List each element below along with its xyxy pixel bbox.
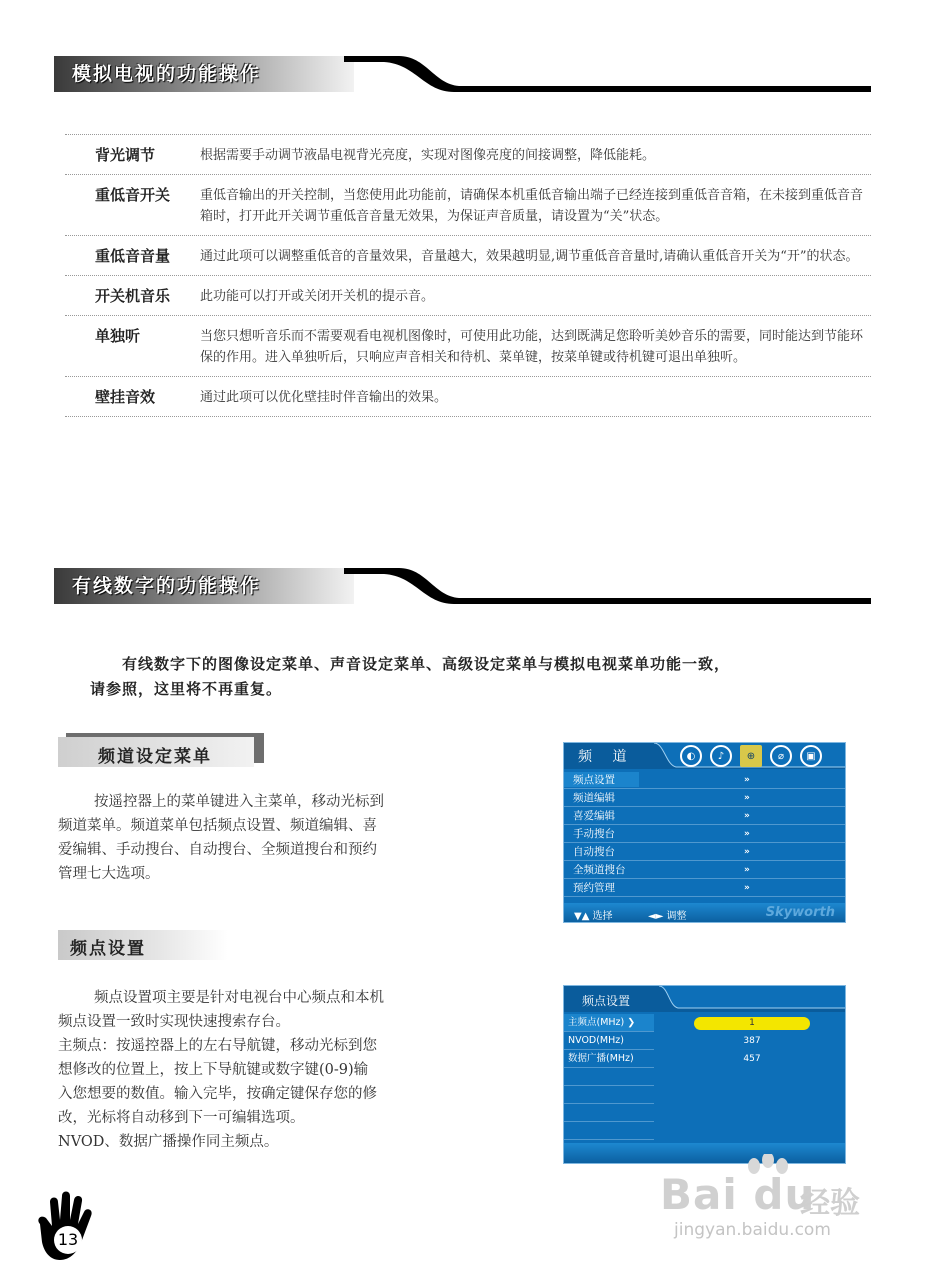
arrow-icon: »: [744, 882, 750, 893]
tv-freq-label: 主频点(MHz) ❯: [564, 1014, 654, 1032]
intro-line: 有线数字下的图像设定菜单、声音设定菜单、高级设定菜单与模拟电视菜单功能一致，: [122, 655, 731, 673]
arrow-icon: »: [744, 810, 750, 821]
brand-logo: Skyworth: [765, 905, 835, 920]
tv-freq-value: 457: [743, 1054, 761, 1064]
tv-freq-label: NVOD(MHz): [564, 1032, 654, 1050]
tv-menu-item: [564, 825, 846, 843]
tv-menu-item: [564, 879, 846, 897]
feature-table: [65, 134, 871, 417]
para-line: 主频点：按遥控器上的左右导航键，移动光标到您: [58, 1038, 377, 1054]
para-line: 频点设置项主要是针对电视台中心频点和本机: [94, 990, 384, 1006]
tv-menu-item-label: 预约管理: [573, 882, 615, 894]
feature-name: 背光调节: [95, 146, 156, 164]
para-line: 按遥控器上的菜单键进入主菜单，移动光标到: [94, 794, 384, 810]
tv-menu-footer: [564, 903, 846, 923]
tv-menu-item: [564, 771, 846, 789]
sound-icon: ♪: [710, 745, 732, 767]
tv-empty-row: [564, 1104, 654, 1122]
feature-row: [65, 235, 871, 275]
channel-menu-paragraph: [58, 790, 458, 886]
para-line: 频点设置一致时实现快速搜索存台。: [58, 1014, 290, 1030]
watermark-logo: Bai du: [660, 1170, 816, 1219]
intro-line: 请参照，这里将不再重复。: [90, 680, 283, 698]
para-line: 爱编辑、手动搜台、自动搜台、全频道搜台和预约: [58, 842, 377, 858]
tv-empty-row: [564, 1122, 654, 1140]
subhead-title: 频点设置: [70, 939, 146, 959]
picture-icon: ◐: [680, 745, 702, 767]
tv-channel-menu-screenshot: [563, 742, 846, 923]
tv-menu-icons: [680, 745, 822, 767]
feature-row: [65, 376, 871, 417]
tv-freq-setting-screenshot: [563, 985, 846, 1164]
feature-name: 单独听: [95, 327, 141, 345]
watermark-cn: 经验: [800, 1186, 860, 1221]
tv-freq-row: [564, 1014, 846, 1032]
tv-menu-item-label: 频点设置: [564, 772, 639, 787]
tv-freq-rows: [564, 1014, 846, 1140]
feature-row: [65, 134, 871, 174]
freq-setting-paragraph: [58, 986, 458, 1154]
tv-freq-row: [564, 1050, 846, 1068]
feature-desc: 根据需要手动调节液晶电视背光亮度，实现对图像亮度的间接调整，降低能耗。: [200, 148, 656, 163]
tv-menu-item: [564, 861, 846, 879]
section-banner-digital: [54, 566, 871, 606]
feature-desc: 当您只想听音乐而不需要观看电视机图像时，可使用此功能，达到既满足您聆听美妙音乐的需要，同时能达到节能环保的作用。进入单独听后，只响应声音相关和待机、菜单键，按菜单键或待机键可退出单独听。: [200, 329, 864, 365]
feature-row: [65, 174, 871, 235]
feature-desc: 重低音输出的开关控制，当您使用此功能前，请确保本机重低音输出端子已经连接到重低音音箱，在未接到重低音音箱时，打开此开关调节重低音音量无效果，为保证声音质量，请设置为“关”状态。: [200, 188, 864, 224]
section-title: 有线数字的功能操作: [72, 575, 262, 597]
feature-row: [65, 315, 871, 376]
feature-desc: 通过此项可以调整重低音的音量效果，音量越大，效果越明显,调节重低音音量时,请确认重低音开关为“开”的状态。: [200, 249, 859, 264]
section-banner-analog: [54, 54, 871, 94]
tv-menu-header: [564, 743, 846, 769]
para-line: 想修改的位置上，按上下导航键或数字键(0-9)输: [58, 1062, 369, 1078]
tv-menu-item: [564, 843, 846, 861]
tv-menu-item-label: 手动搜台: [573, 828, 615, 840]
tv-freq-value: 1: [694, 1017, 810, 1030]
tv-menu-item-label: 频道编辑: [573, 792, 615, 804]
page-number: 13: [57, 1230, 79, 1249]
page-number-badge: [34, 1190, 96, 1262]
feature-name: 壁挂音效: [95, 388, 156, 406]
tv-empty-row: [564, 1086, 654, 1104]
tv-menu-title: 频 道: [578, 749, 635, 765]
para-line: 改，光标将自动移到下一可编辑选项。: [58, 1110, 305, 1126]
hint-adjust: ◄► 调整: [648, 911, 687, 922]
settings-icon: ⌀: [770, 745, 792, 767]
arrow-icon: »: [744, 864, 750, 875]
feature-name: 开关机音乐: [95, 287, 171, 305]
feature-name: 重低音开关: [95, 186, 171, 204]
tv-menu-list: [564, 771, 846, 897]
tv-freq-label: 数据广播(MHz): [564, 1050, 654, 1068]
para-line: 频道菜单。频道菜单包括频点设置、频道编辑、喜: [58, 818, 377, 834]
tv-freq-row: [564, 1032, 846, 1050]
tv-empty-row: [564, 1068, 654, 1086]
intro-text: [90, 652, 850, 702]
baidu-watermark: [660, 1160, 880, 1250]
arrow-icon: »: [744, 774, 750, 785]
para-line: NVOD、数据广播操作同主频点。: [58, 1134, 279, 1150]
arrow-icon: »: [744, 792, 750, 803]
lock-icon: ▣: [800, 745, 822, 767]
feature-desc: 通过此项可以优化壁挂时伴音输出的效果。: [200, 390, 448, 405]
channel-icon: ⊕: [740, 745, 762, 767]
tv-freq-value: 387: [743, 1036, 761, 1046]
subhead-title: 频道设定菜单: [98, 747, 212, 767]
arrow-icon: »: [744, 828, 750, 839]
feature-row: [65, 275, 871, 315]
subhead-channel-menu: [58, 733, 264, 767]
subhead-freq-setting: [58, 930, 228, 960]
hint-select: ▼▲ 选择: [574, 911, 613, 922]
tv-menu-item-label: 全频道搜台: [573, 864, 626, 876]
feature-desc: 此功能可以打开或关闭开关机的提示音。: [200, 289, 435, 304]
para-line: 管理七大选项。: [58, 866, 160, 882]
tv-menu-item: [564, 807, 846, 825]
tv-menu-title: 频点设置: [582, 994, 631, 1008]
tv-menu-item-label: 喜爱编辑: [573, 810, 615, 822]
watermark-url: jingyan.baidu.com: [674, 1220, 831, 1240]
tv-menu-item: [564, 789, 846, 807]
feature-name: 重低音音量: [95, 247, 171, 265]
tv-menu-item-label: 自动搜台: [573, 846, 615, 858]
arrow-icon: »: [744, 846, 750, 857]
section-title: 模拟电视的功能操作: [72, 63, 262, 85]
para-line: 入您想要的数值。输入完毕，按确定键保存您的修: [58, 1086, 377, 1102]
